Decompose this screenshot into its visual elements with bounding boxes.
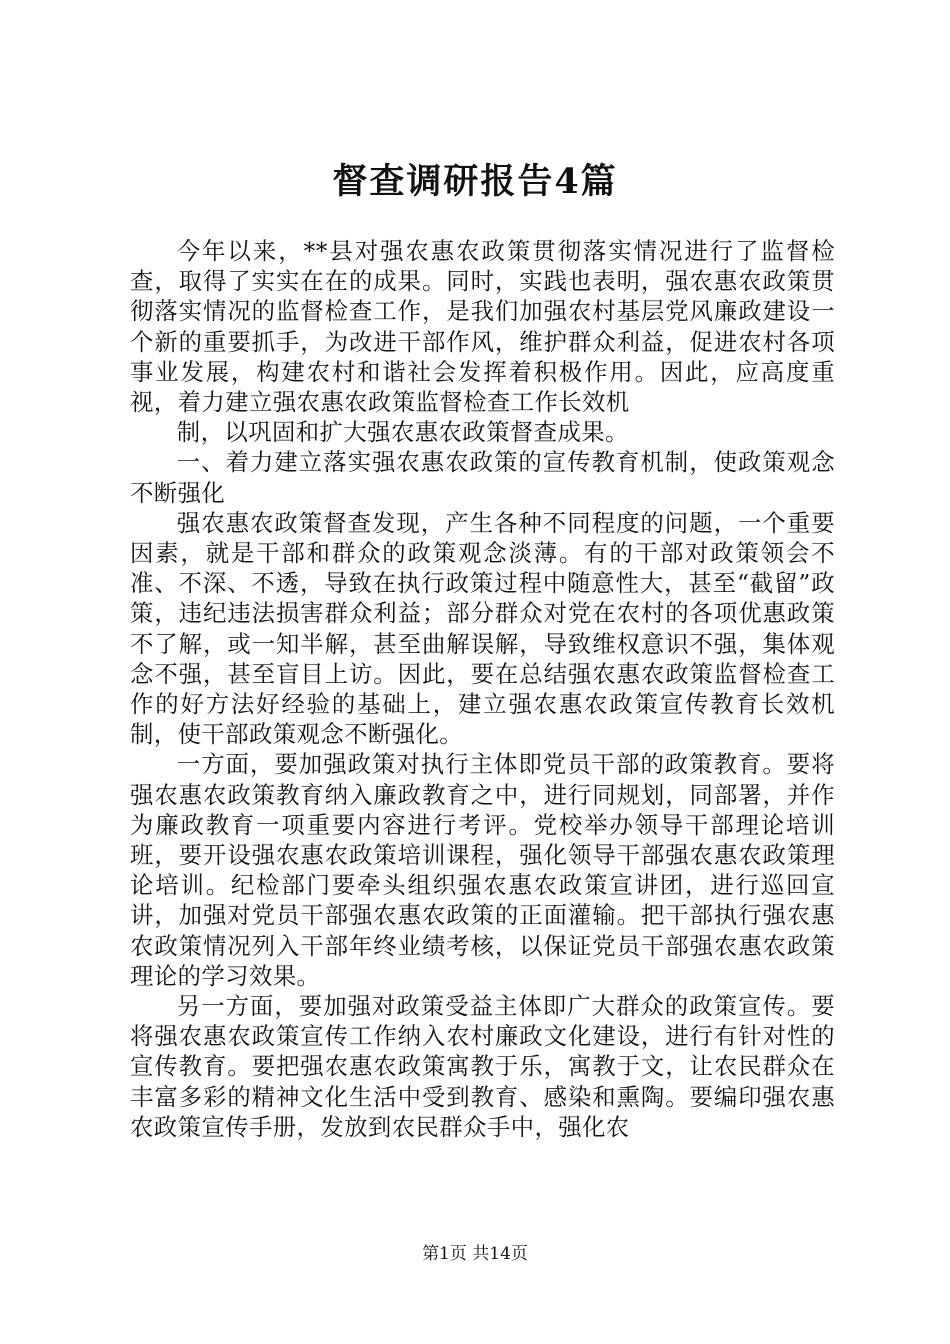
- paragraph-intro: 今年以来，**县对强农惠农政策贯彻落实情况进行了监督检查，取得了实实在在的成果。同时，实践也表明，强农惠农政策贯彻落实情况的监督检查工作，是我们加强农村基层党风廉政建设一个新的重要抓手，为改进干部作风，维护群众利益，促进农村各项事业发展，构建农村和谐社会发挥着积极作用。因此，应高度重视，着力建立强农惠农政策监督检查工作长效机: [130, 237, 835, 417]
- document-title: 督查调研报告4篇: [332, 161, 618, 202]
- paragraph-cadre-education: 一方面，要加强政策对执行主体即党员干部的政策教育。要将强农惠农政策教育纳入廉政教育之中，进行同规划，同部署，并作为廉政教育一项重要内容进行考评。党校举办领导干部理论培训班，要开设强农惠农政策培训课程，强化领导干部强农惠农政策理论培训。纪检部门要牵头组织强农惠农政策宣讲团，进行巡回宣讲，加强对党员干部强农惠农政策的正面灌输。把干部执行强农惠农政策情况列入干部年终业绩考核，以保证党员干部强农惠农政策理论的学习效果。: [130, 750, 835, 990]
- paragraph-section-1: 强农惠农政策督查发现，产生各种不同程度的问题，一个重要因素，就是干部和群众的政策观念淡薄。有的干部对政策领会不准、不深、不透，导致在执行政策过程中随意性大，甚至“截留”政策，违纪违法损害群众利益；部分群众对党在农村的各项优惠政策不了解，或一知半解，甚至曲解误解，导致维权意识不强，集体观念不强，甚至盲目上访。因此，要在总结强农惠农政策监督检查工作的好方法好经验的基础上，建立强农惠农政策宣传教育长效机制，使干部政策观念不断强化。: [130, 508, 835, 749]
- section-heading-1: 一、着力建立落实强农惠农政策的宣传教育机制，使政策观念不断强化: [130, 448, 835, 507]
- page-indicator: 第1页 共14页: [422, 1244, 528, 1264]
- paragraph-intro-continued: 制，以巩固和扩大强农惠农政策督查成果。: [176, 418, 629, 447]
- document-body: [130, 236, 835, 1142]
- paragraph-public-publicity: 另一方面，要加强对政策受益主体即广大群众的政策宣传。要将强农惠农政策宣传工作纳入农村廉政文化建设，进行有针对性的宣传教育。要把强农惠农政策寓教于乐，寓教于文，让农民群众在丰富多彩的精神文化生活中受到教育、感染和熏陶。要编印强农惠农政策宣传手册，发放到农民群众手中，强化农: [130, 992, 835, 1141]
